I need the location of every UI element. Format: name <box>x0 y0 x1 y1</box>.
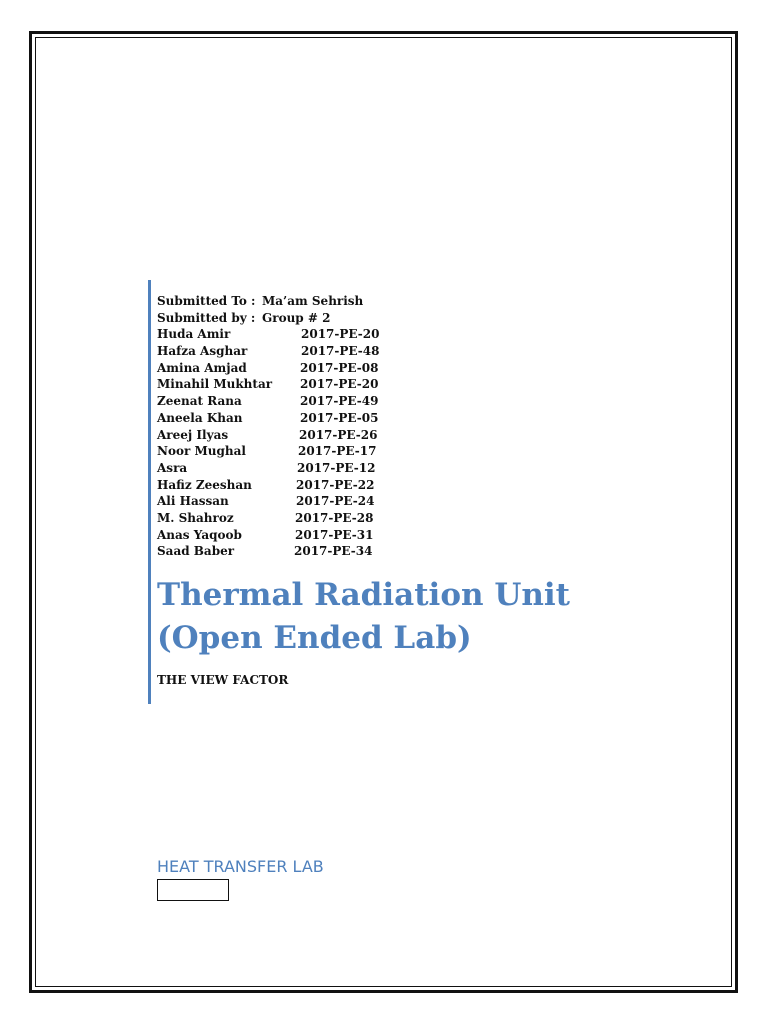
submitted-by-value: Group # 2 <box>262 310 331 325</box>
submitted-to-value: Ma’am Sehrish <box>262 294 364 308</box>
member-name: Asra <box>157 460 188 475</box>
submitted-by-label: Submitted by : <box>157 310 256 325</box>
document-subtitle: THE VIEW FACTOR <box>157 673 289 687</box>
member-id: 2017-PE-24 <box>296 494 375 509</box>
document-title-line-2: (Open Ended Lab) <box>157 620 472 656</box>
member-name: Aneela Khan <box>157 410 243 425</box>
member-id: 2017-PE-22 <box>296 477 375 492</box>
member-id: 2017-PE-05 <box>300 410 379 425</box>
document-title <box>157 574 677 660</box>
member-name: Minahil Mukhtar <box>157 377 273 392</box>
member-id: 2017-PE-20 <box>301 327 380 342</box>
member-id: 2017-PE-49 <box>300 394 379 409</box>
member-id: 2017-PE-34 <box>294 544 373 559</box>
member-name: Anas Yaqoob <box>157 527 242 542</box>
member-id: 2017-PE-26 <box>299 427 378 442</box>
member-id: 2017-PE-31 <box>295 527 374 542</box>
date-field-box[interactable] <box>157 879 229 901</box>
member-id: 2017-PE-20 <box>300 377 379 392</box>
member-name: Amina Amjad <box>157 360 247 375</box>
member-name: Hafza Asghar <box>157 344 248 359</box>
member-name: M. Shahroz <box>157 510 234 525</box>
member-name: Noor Mughal <box>157 444 246 459</box>
member-id: 2017-PE-48 <box>301 344 380 359</box>
member-name: Huda Amir <box>157 327 231 342</box>
member-id: 2017-PE-08 <box>300 360 379 375</box>
course-name: HEAT TRANSFER LAB <box>157 857 324 876</box>
member-name: Areej Ilyas <box>157 427 229 442</box>
page-border-inner <box>35 37 732 987</box>
member-name: Ali Hassan <box>157 494 229 509</box>
accent-bar <box>148 280 151 704</box>
document-title-line-1: Thermal Radiation Unit <box>157 577 570 613</box>
member-name: Saad Baber <box>157 544 235 559</box>
member-id: 2017-PE-28 <box>295 510 374 525</box>
member-name: Hafiz Zeeshan <box>157 477 252 492</box>
member-id: 2017-PE-12 <box>297 460 376 475</box>
member-name: Zeenat Rana <box>157 394 242 409</box>
member-id: 2017-PE-17 <box>298 444 377 459</box>
submitted-to-label: Submitted To : <box>157 294 256 308</box>
